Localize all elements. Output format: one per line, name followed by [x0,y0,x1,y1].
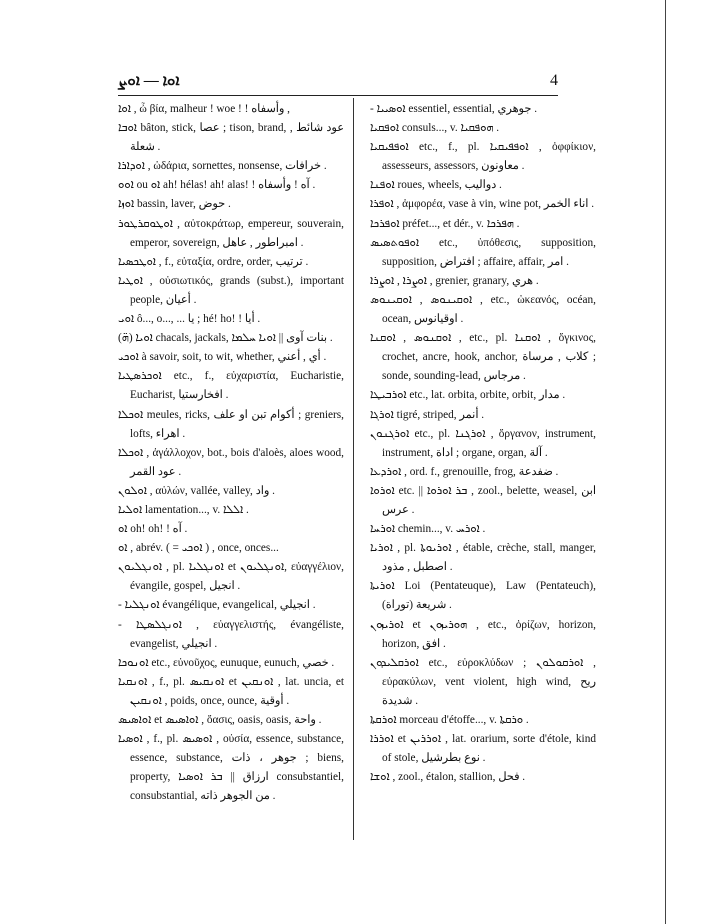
dictionary-entry: ܐܘܟܝ à savoir, soit, to wit, whether, أي , أعني . [118,351,327,364]
dictionary-entry: ܐܘܕܐܪܐ , ὠδάρια, sornettes, nonsense, خرافات . [118,160,327,173]
page-edge-line [665,0,666,924]
dictionary-entry: ܐܘܪܕܥܐ , ord. f., grenouille, frog, ضفدعة . [370,465,559,478]
dictionary-entry: ܐܘܩܢܘܣ , ܐܘܩܢܐ , etc., pl. ܐܘܩܢܐ , ὄγκινος, crochet, ancre, hook, anchor, كلاب , مرساة ; sonde, sounding-lead, مرجاس . [370,332,597,383]
dictionary-entry: ܐܘܪܝܙܘܢ et ܗܘܪܝܙܘܢ , etc., ὁρίζων, horizon, horizon, افق . [370,618,596,650]
dictionary-entry: ܐܘܠܘܢ , αὐλών, vallée, valley, واد . [118,484,275,497]
dictionary-entry: ܐܘܦܘܬܣܝܣ etc., ὑπόθεσις, supposition, supposition, افتراض ; affaire, affair, امر . [370,236,596,268]
dictionary-entry: ܐܘܢܘܟܐ etc., εὐνοῦχος, eunuque, eunuch, خصي . [118,656,335,669]
right-column [370,100,596,787]
dictionary-entry: ܐܘܠܝܐ lamentation..., v. ܐܠܠܐ . [118,503,249,516]
dictionary-entry: ܐܘܫܐ , zool., étalon, stallion, فحل . [370,771,526,784]
running-head: ܐܘܐ — ܐܘܨ [118,73,180,89]
dictionary-entry: ܐܘܣܝܐ , f., pl. ܐܘܣܝܣ , οὐσία, essence, substance, essence, substance, جوهر ، ذات ; biens, property, ارزاق || ܒܪ ܐܘܣܝܐ consubstantiel, consubstantial, من الجوهر ذاته . [118,733,345,803]
dictionary-entry: ܐܘܟܪܣܛܝܐ etc., f., εὐχαριστία, Eucharistie, Eucharist, افخارستيا . [118,370,344,402]
dictionary-entry: ܐܘܘ ou ܐܘ ah! hélas! ah! alas! ! آه ! وأسفاه . [118,179,316,192]
dictionary-entry: ܐܘܪܓܐ tigré, striped, أنمر . [370,408,485,421]
dictionary-entry: ܐܘܢܓܠܝܘܢ , pl. ܐܘܢܓܠܝܐ et ܐܘܢܓܠܝܘܢ, εὐαγγέλιον, évangile, gospel, انجيل . [118,561,344,593]
dictionary-entry: ܐܘܙܐ bassin, laver, حوض . [118,198,231,211]
dictionary-entry: ܐܘܪܘܐ etc. || ܒܪ ܐܘܪܘܐ , zool., belette, weasel, ابن عرس . [370,484,596,516]
dictionary-entry: ܐܘܐܣܝܣ et ܐܘܐܣܝܣ , ὄασις, oasis, oasis, واحة . [118,714,322,726]
dictionary-entry: ܐܘܟܠܐ meules, ricks, أكوام تبن او علف ; greniers, lofts, اهراء . [118,408,344,440]
dictionary-entry: ܐܘܒܐ bâton, stick, عصا ; tison, brand, عود شائط , شعلة . [118,122,344,154]
dictionary-entry: - ܐܘܢܓܠܝܐ évangélique, evangelical, انجيلي . [118,599,316,612]
dictionary-entry: ܐܘܪܚܐ chemin..., v. ܐܘܪܚ . [370,523,486,536]
dictionary-entry: - ܐܘܢܓܠܣܛܐ , εὐαγγελιστής, évangéliste, evangelist, انجيلي . [118,618,344,650]
dictionary-entry: ܐܘܦܦܝܩܝܐ etc., f., pl. ܐܘܦܦܝܩܝܐ , ὀφφίκιον, assesseurs, assessors, معاونون . [370,141,597,173]
dictionary-entry: ܐܘܪܓܢܘܢ etc., pl. ܐܘܪܓܢܐ , ὄργανον, instrument, instrument, اداة ; organe, organ, آلة . [370,427,597,459]
dictionary-entry: ܐܘܛܟܣܝܐ , f., εὐταξία, ordre, order, ترتيب . [118,255,309,268]
dictionary-entry: ܐܘܦܪܐ , ἀμφορέα, vase à vin, wine pot, اناء الخمر . [370,198,595,211]
dictionary-entry: ܐܘܛܘܩܪܛܘܪ , αὐτοκράτωρ, empereur, souverain, emperor, sovereign, امبراطور , عاهل . [118,217,344,249]
dictionary-entry: ܐܘ oh! oh! ! آه . [118,523,188,536]
dictionary-entry: ܐܘܝ ô..., o..., ... يا ; hé! ho! ! أيا . [118,313,261,326]
dictionary-entry: ܐܘܟܠܐ , ἀγάλλοχον, bot., bois d'aloès, aloes wood, عود القمر . [118,446,344,478]
page-header [118,72,558,94]
dictionary-entry: ܐܘܪܝܐ , pl. ܐܘܪܝܘܬܐ , étable, crèche, stall, manger, اصطبل , مذود . [370,542,596,574]
dictionary-entry: ܐܘܪܪܐ et ܐܘܪܪܝܢ , lat. orarium, sorte d'étole, kind of stole, نوع بطرشيل . [370,733,596,765]
dictionary-entry: ܐܘܪܩܠܝܕܘܢ etc., εὐροκλύδων ; ܐܘܪܩܘܠܘܢ , εὐρακύλων, vent violent, high wind, ريح شديدة . [370,656,596,707]
dictionary-entry: ܐܘܪܒܝܛܐ etc., lat. orbita, orbite, orbit, مدار . [370,389,566,402]
left-column [118,100,344,806]
dictionary-entry: ܐܘܪܝܬܐ Loi (Pentateuque), Law (Pentateuch), شريعة (توراة) . [370,580,596,612]
header-rule [118,95,558,96]
dictionary-entry: ܐܘܛܝܐ , οὐσιωτικός, grands (subst.), important people, أعيان . [118,274,344,306]
dictionary-entry: ܐܘܢܩܝܐ , f., pl. ܐܘܢܩܝܣ et ܐܘܢܩܝܢ , lat. uncia, et ܐܘܢܩܝܢ , poids, once, ounce, أوقية . [118,675,344,707]
dictionary-entry: ܐܘܦܪܟܐ préfet..., et dér., v. ܗܦܪܟܐ . [370,217,520,230]
dictionary-entry: ܐܘ , abrév. ( = ܐܘܟܝ ) , once, onces... [118,542,279,555]
dictionary-entry: ܐܘܪܩܬܐ morceau d'étoffe..., v. ܘܪܩܬܐ . [370,714,529,726]
column-divider [353,98,354,840]
dictionary-entry: ܐܘܩܝܢܘܣ , ܐܘܩܝܢܘܣ , etc., ὠκεανός, océan, ocean, اوقيانوس . [370,293,596,326]
dictionary-entry: ܐܘܝܐ (ܗ̈) chacals, jackals, بنات آوى || ܐܘܝܐ ܚܠܡܐ . [118,332,333,345]
dictionary-entry: - ܐܘܣܝܝܐ essentiel, essential, جوهري . [370,103,538,115]
page-number: 4 [550,72,558,89]
dictionary-entry: ܐܘܦܩܝܐ consuls..., v. ܗܘܦܩܝܐ . [370,122,500,135]
dictionary-entry: ܐܘܦܢܐ roues, wheels, دواليب . [370,179,502,192]
dictionary-entry: ܐܘܨܪܐ , ܐܘܨܪܐ , grenier, granary, هري . [370,274,539,287]
dictionary-entry: ܐܘܐ , ὦ βία, malheur ! woe ! ! وأسفاه , [118,103,291,115]
